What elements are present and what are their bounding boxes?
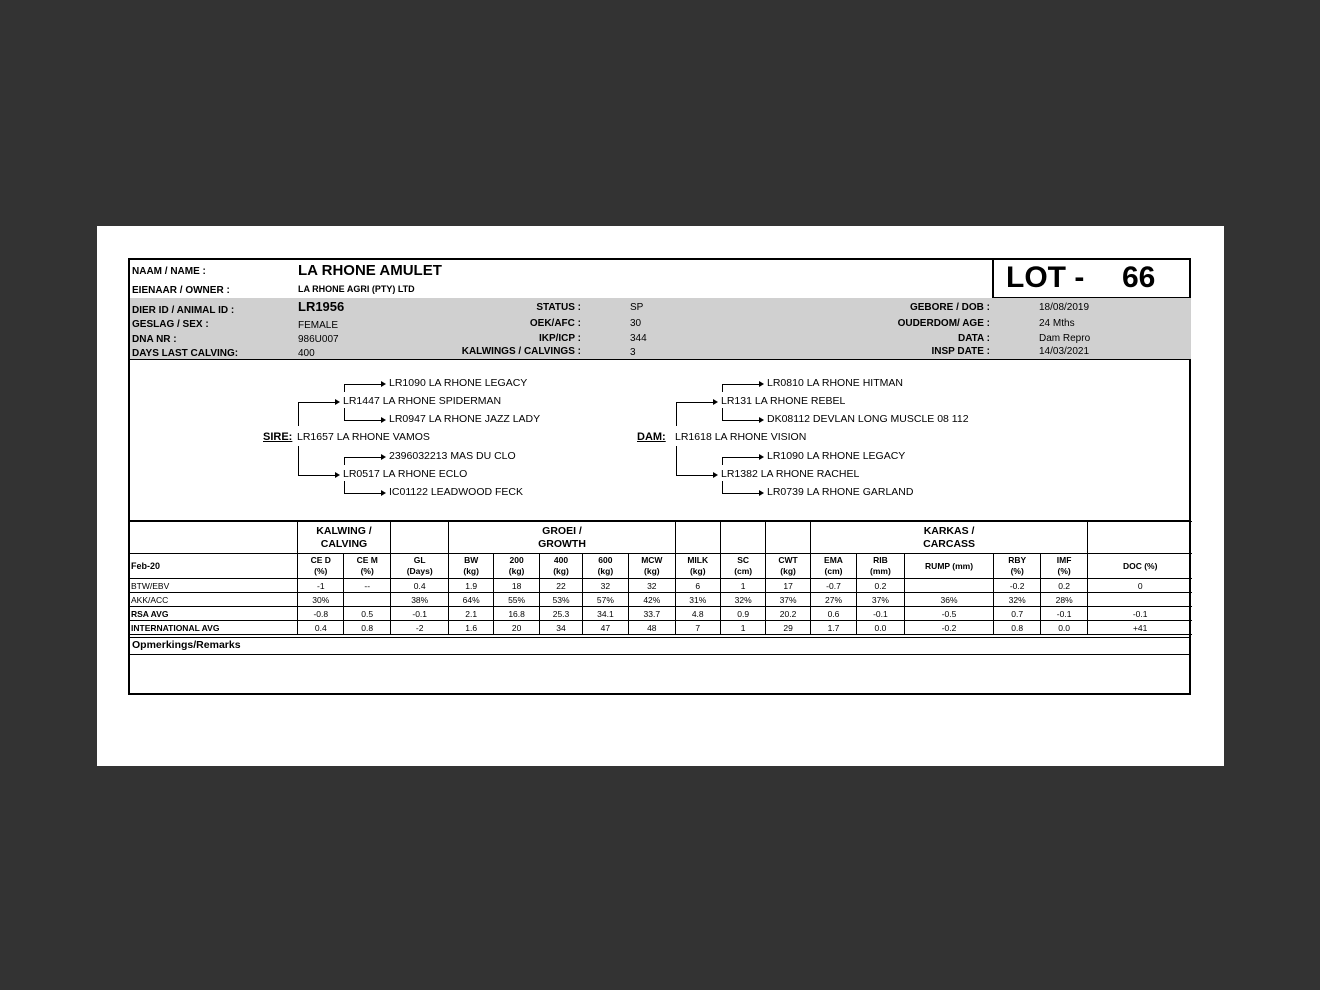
column-header-line1: IMF xyxy=(1056,555,1072,565)
table-cell: 18 xyxy=(493,579,539,593)
document-page xyxy=(97,226,1224,766)
carcass-group-line2: CARCASS xyxy=(923,537,976,550)
table-row xyxy=(130,579,1192,593)
lot-box xyxy=(992,260,1191,298)
owner-label: EIENAAR / OWNER : xyxy=(132,285,230,296)
column-header-line1: SC xyxy=(737,555,750,565)
column-header-line1: MCW xyxy=(641,555,663,565)
table-cell: -0.1 xyxy=(1088,607,1192,621)
data-value: Dam Repro xyxy=(1039,333,1091,344)
column-header-line1: 400 xyxy=(553,555,569,565)
insp-date-label: INSP DATE : xyxy=(931,346,990,357)
afc-label: OEK/AFC : xyxy=(529,318,581,329)
table-cell: 29 xyxy=(766,621,810,635)
table-cell: 0.9 xyxy=(720,607,765,621)
table-cell: 64% xyxy=(449,593,493,607)
sire-sire-dam: LR0947 LA RHONE JAZZ LADY xyxy=(389,413,541,425)
table-cell: 20.2 xyxy=(766,607,810,621)
growth-group-line1: GROEI / xyxy=(542,524,582,537)
table-cell: 32% xyxy=(720,593,765,607)
status-label: STATUS : xyxy=(536,302,581,313)
lot-card xyxy=(128,258,1191,695)
column-header-line1: 600 xyxy=(598,555,613,565)
table-cell: 0.8 xyxy=(994,621,1040,635)
table-cell: 34 xyxy=(540,621,582,635)
remarks-section xyxy=(130,637,1191,655)
table-cell: +41 xyxy=(1088,621,1192,635)
column-header xyxy=(390,554,449,579)
table-cell: 34.1 xyxy=(582,607,628,621)
column-header-line2: (kg) xyxy=(644,566,660,576)
column-header-line2: (kg) xyxy=(780,566,796,576)
table-cell: -0.8 xyxy=(298,607,344,621)
table-cell: -0.2 xyxy=(994,579,1040,593)
table-cell: 37% xyxy=(857,593,904,607)
table-row xyxy=(130,621,1192,635)
column-header-line2: (kg) xyxy=(689,566,706,576)
sex-value: FEMALE xyxy=(298,320,339,331)
table-cell: 55% xyxy=(493,593,539,607)
column-header-line2: (%) xyxy=(314,566,328,576)
table-cell: 32 xyxy=(582,579,628,593)
carcass-group-line1: KARKAS / xyxy=(923,524,975,537)
owner-value: LA RHONE AGRI (PTY) LTD xyxy=(298,284,415,294)
table-cell: 1 xyxy=(720,621,765,635)
column-header-line2: (%) xyxy=(1010,566,1024,576)
table-cell: 30% xyxy=(298,593,344,607)
table-cell: 7 xyxy=(675,621,720,635)
table-cell: -0.5 xyxy=(904,607,994,621)
row-label: INTERNATIONAL AVG xyxy=(130,621,298,635)
table-cell: 0.5 xyxy=(344,607,390,621)
column-header-line1: RUMP (mm) xyxy=(925,560,974,571)
sire-dam-sire: 2396032213 MAS DU CLO xyxy=(389,450,516,462)
table-cell: 38% xyxy=(390,593,449,607)
table-cell: 6 xyxy=(675,579,720,593)
table-cell: 0.4 xyxy=(390,579,449,593)
ebv-table xyxy=(130,521,1191,635)
remarks-label: Opmerkings/Remarks xyxy=(132,639,241,651)
table-cell: 2.1 xyxy=(449,607,493,621)
table-cell: 1.7 xyxy=(810,621,856,635)
calving-group-line2: CALVING xyxy=(320,537,368,550)
table-cell: -0.1 xyxy=(1040,607,1087,621)
animal-name: LA RHONE AMULET xyxy=(298,262,442,279)
row-label: RSA AVG xyxy=(130,607,298,621)
growth-group-line2: GROWTH xyxy=(538,537,586,550)
dob-label: GEBORE / DOB : xyxy=(909,302,990,313)
table-cell xyxy=(1088,593,1192,607)
days-last-calving-label: DAYS LAST CALVING: xyxy=(132,348,239,359)
table-cell: 57% xyxy=(582,593,628,607)
column-header-line2: (%) xyxy=(360,566,374,576)
column-header xyxy=(994,554,1040,579)
animal-id-label: DIER ID / ANIMAL ID : xyxy=(132,305,235,316)
column-header-line1: MILK xyxy=(687,555,709,565)
column-header xyxy=(582,554,628,579)
sire-sire-sire: LR1090 LA RHONE LEGACY xyxy=(389,377,528,389)
icp-value: 344 xyxy=(630,333,647,344)
column-header xyxy=(493,554,539,579)
table-cell: 22 xyxy=(540,579,582,593)
calvings-label: KALWINGS / CALVINGS : xyxy=(461,346,581,357)
table-cell: -0.2 xyxy=(904,621,994,635)
sire-dam: LR0517 LA RHONE ECLO xyxy=(343,468,468,480)
calvings-value: 3 xyxy=(630,347,636,358)
table-cell: -0.7 xyxy=(810,579,856,593)
column-header xyxy=(810,554,856,579)
column-header-line2: (mm) xyxy=(870,566,891,576)
sire-label: SIRE: xyxy=(263,431,293,443)
table-row xyxy=(130,593,1192,607)
table-cell: 0.6 xyxy=(810,607,856,621)
table-cell xyxy=(344,593,390,607)
table-cell: 0.7 xyxy=(994,607,1040,621)
days-last-calving-value: 400 xyxy=(298,348,315,359)
age-label: OUDERDOM/ AGE : xyxy=(897,318,990,329)
column-header-line2: (kg) xyxy=(597,566,614,576)
calving-group-line1: KALWING / xyxy=(316,524,372,537)
animal-id-value: LR1956 xyxy=(298,299,345,314)
column-header-line1: GL xyxy=(413,555,426,565)
dob-value: 18/08/2019 xyxy=(1039,302,1090,313)
column-header-line1: RBY xyxy=(1008,555,1027,565)
table-cell: -2 xyxy=(390,621,449,635)
table-cell: 16.8 xyxy=(493,607,539,621)
status-value: SP xyxy=(630,302,644,313)
pedigree xyxy=(130,360,1191,521)
column-header-line2: (Days) xyxy=(406,566,433,576)
table-cell: -1 xyxy=(298,579,344,593)
table-cell: 53% xyxy=(540,593,582,607)
lot-number: 66 xyxy=(1122,261,1156,294)
dna-value: 986U007 xyxy=(298,334,339,345)
table-cell: 33.7 xyxy=(629,607,675,621)
dam-label: DAM: xyxy=(637,431,666,443)
row-label: BTW/EBV xyxy=(130,579,298,593)
column-header-line1: BW xyxy=(464,555,479,565)
column-header-line1: CWT xyxy=(778,555,798,565)
column-header-row xyxy=(130,554,1192,579)
sire-sire: LR1447 LA RHONE SPIDERMAN xyxy=(343,395,502,407)
dam-sire: LR131 LA RHONE REBEL xyxy=(721,395,846,407)
sire-dam-dam: IC01122 LEADWOOD FECK xyxy=(389,486,524,498)
table-cell: 31% xyxy=(675,593,720,607)
column-header xyxy=(344,554,390,579)
table-cell: 42% xyxy=(629,593,675,607)
column-header-line1: 200 xyxy=(509,555,524,565)
column-header-line1: RIB xyxy=(873,555,888,565)
table-cell xyxy=(904,579,994,593)
dam-dam-dam: LR0739 LA RHONE GARLAND xyxy=(767,486,914,498)
column-header xyxy=(449,554,493,579)
table-cell: 1.9 xyxy=(449,579,493,593)
ebv-date: Feb-20 xyxy=(130,554,298,579)
table-cell: 4.8 xyxy=(675,607,720,621)
lot-label: LOT - xyxy=(1006,261,1085,294)
afc-value: 30 xyxy=(630,318,642,329)
table-cell: 48 xyxy=(629,621,675,635)
row-label: AKK/ACC xyxy=(130,593,298,607)
dam-dam-sire: LR1090 LA RHONE LEGACY xyxy=(767,450,906,462)
column-header-line2: (kg) xyxy=(463,566,479,576)
table-cell: -0.1 xyxy=(857,607,904,621)
column-header xyxy=(720,554,765,579)
age-value: 24 Mths xyxy=(1039,318,1075,329)
table-cell: 0.0 xyxy=(857,621,904,635)
table-cell: 36% xyxy=(904,593,994,607)
table-cell: 32 xyxy=(629,579,675,593)
dam-dam: LR1382 LA RHONE RACHEL xyxy=(721,468,860,480)
table-cell: 1 xyxy=(720,579,765,593)
column-header-line1: CE D xyxy=(310,555,331,565)
table-row xyxy=(130,607,1192,621)
dam: LR1618 LA RHONE VISION xyxy=(675,431,807,443)
dam-sire-sire: LR0810 LA RHONE HITMAN xyxy=(767,377,903,389)
table-cell: -0.1 xyxy=(390,607,449,621)
column-header xyxy=(1040,554,1087,579)
column-header xyxy=(675,554,720,579)
group-header-row xyxy=(130,522,1192,554)
column-header-line2: (cm) xyxy=(734,566,753,576)
table-cell: 27% xyxy=(810,593,856,607)
table-cell: 28% xyxy=(1040,593,1087,607)
column-header xyxy=(540,554,582,579)
table-cell: 0.2 xyxy=(857,579,904,593)
column-header xyxy=(298,554,344,579)
sire: LR1657 LA RHONE VAMOS xyxy=(297,431,430,443)
icp-label: IKP/ICP : xyxy=(538,333,581,344)
insp-date-value: 14/03/2021 xyxy=(1039,346,1090,357)
column-header xyxy=(629,554,675,579)
column-header-line1: CE M xyxy=(356,555,378,565)
column-header xyxy=(857,554,904,579)
table-cell: 25.3 xyxy=(540,607,582,621)
name-label: NAAM / NAME : xyxy=(132,266,206,277)
column-header-line2: (cm) xyxy=(824,566,843,576)
column-header-line2: (kg) xyxy=(508,566,525,576)
dna-label: DNA NR : xyxy=(132,334,177,345)
data-label: DATA : xyxy=(957,333,990,344)
table-cell: 1.6 xyxy=(449,621,493,635)
column-header xyxy=(1088,554,1192,579)
table-cell: 37% xyxy=(766,593,810,607)
table-cell: 47 xyxy=(582,621,628,635)
sex-label: GESLAG / SEX : xyxy=(132,319,209,330)
column-header-line1: EMA xyxy=(824,555,843,565)
column-header-line2: (kg) xyxy=(553,566,569,576)
table-cell: 0.8 xyxy=(344,621,390,635)
header-name-owner xyxy=(130,260,992,299)
table-cell: 0.0 xyxy=(1040,621,1087,635)
column-header-line2: (%) xyxy=(1057,566,1071,576)
table-cell: 20 xyxy=(493,621,539,635)
animal-details xyxy=(130,298,1191,360)
table-cell: -- xyxy=(344,579,390,593)
table-cell: 17 xyxy=(766,579,810,593)
table-cell: 0 xyxy=(1088,579,1192,593)
table-cell: 0.4 xyxy=(298,621,344,635)
column-header xyxy=(766,554,810,579)
table-cell: 32% xyxy=(994,593,1040,607)
dam-sire-dam: DK08112 DEVLAN LONG MUSCLE 08 112 xyxy=(767,413,969,425)
column-header xyxy=(904,554,994,579)
column-header-line1: DOC (%) xyxy=(1122,560,1158,571)
table-cell: 0.2 xyxy=(1040,579,1087,593)
